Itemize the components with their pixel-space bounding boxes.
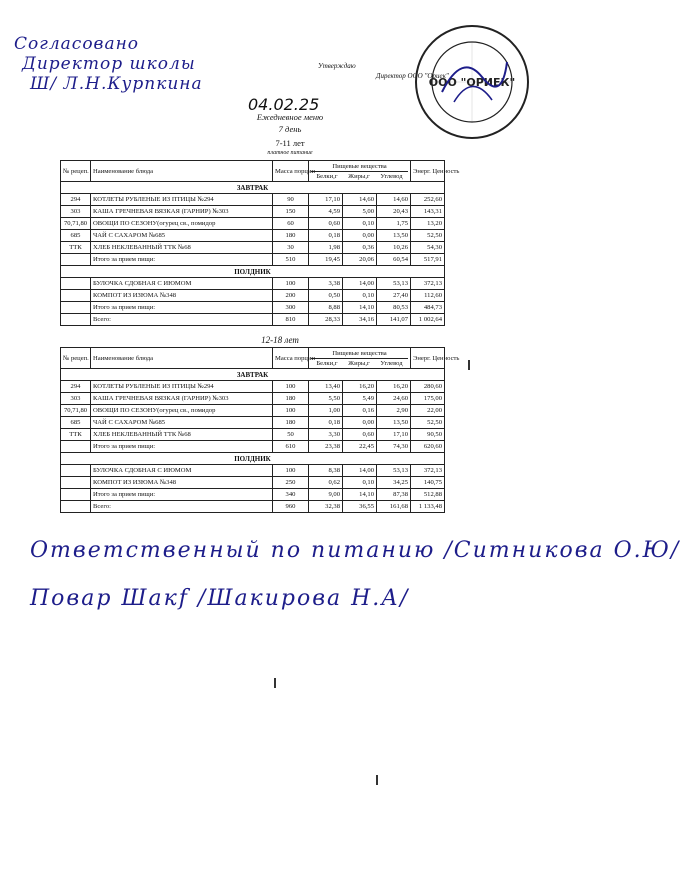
col-energy: Энерг. Ценность (411, 348, 445, 369)
dish-name: ЧАЙ С САХАРОМ №685 (91, 417, 273, 429)
dish-mass: 180 (273, 393, 309, 405)
dish-mass: 50 (273, 429, 309, 441)
dish-energy: 252,60 (411, 194, 445, 206)
dish-row (61, 230, 445, 242)
dish-protein: 1,00 (309, 405, 343, 417)
dish-row (61, 290, 445, 302)
dish-recipe (61, 477, 91, 489)
dish-recipe (61, 465, 91, 477)
dish-row (61, 278, 445, 290)
col-energy: Энерг. Ценность (411, 161, 445, 182)
total-label: Итого за прием пищи: (91, 254, 273, 266)
dish-carbs: 24,60 (377, 393, 411, 405)
dish-protein: 17,10 (309, 194, 343, 206)
grand-total-fat: 36,55 (343, 501, 377, 513)
dish-fat: 0,00 (343, 417, 377, 429)
dish-protein: 0,18 (309, 230, 343, 242)
dish-carbs: 20,43 (377, 206, 411, 218)
dish-fat: 0,10 (343, 218, 377, 230)
dish-energy: 112,60 (411, 290, 445, 302)
dish-recipe: 303 (61, 393, 91, 405)
dish-row (61, 393, 445, 405)
grand-total-energy: 1 133,48 (411, 501, 445, 513)
dish-recipe: 70,71,80 (61, 405, 91, 417)
dish-recipe: 303 (61, 206, 91, 218)
dish-mass: 60 (273, 218, 309, 230)
dish-protein: 3,38 (309, 278, 343, 290)
dish-fat: 0,10 (343, 477, 377, 489)
dish-carbs: 13,50 (377, 230, 411, 242)
dish-recipe: 685 (61, 230, 91, 242)
cook-signature: Повар Шакf /Шакирова Н.А/ (30, 586, 410, 611)
approval-line-3: Ш/ Л.Н.Курпкина (30, 74, 203, 94)
col-fat: Жиры,г (348, 359, 370, 367)
grand-total-protein: 32,38 (309, 501, 343, 513)
dish-energy: 372,13 (411, 465, 445, 477)
scan-mark (376, 775, 378, 785)
dish-mass: 100 (273, 381, 309, 393)
scan-mark (274, 678, 276, 688)
dish-protein: 0,50 (309, 290, 343, 302)
dish-carbs: 53,13 (377, 465, 411, 477)
menu-table-7-11 (60, 160, 460, 326)
dish-name: КОМПОТ ИЗ ИЗЮМА №348 (91, 477, 273, 489)
dish-protein: 13,40 (309, 381, 343, 393)
meal-type: платное питание (267, 150, 313, 156)
dish-carbs: 2,90 (377, 405, 411, 417)
breakfast-total-row (61, 254, 445, 266)
dish-recipe: 70,71,80 (61, 218, 91, 230)
dish-protein: 4,59 (309, 206, 343, 218)
col-nutrients-label: Пищевые вещества (311, 349, 408, 359)
dish-fat: 0,00 (343, 230, 377, 242)
dish-fat: 5,00 (343, 206, 377, 218)
dish-mass: 100 (273, 405, 309, 417)
dish-mass: 180 (273, 230, 309, 242)
age-group-2: 12-18 лет (261, 335, 299, 345)
dish-carbs: 17,10 (377, 429, 411, 441)
total-protein: 9,00 (309, 489, 343, 501)
director-label: Директор ООО "Ориек" (376, 72, 449, 80)
grand-total-mass: 960 (273, 501, 309, 513)
dish-recipe: 294 (61, 194, 91, 206)
company-stamp (412, 22, 532, 142)
dish-row (61, 405, 445, 417)
snack-total-row (61, 302, 445, 314)
col-fat: Жиры,г (348, 172, 370, 180)
dish-protein: 0,60 (309, 218, 343, 230)
dish-row (61, 429, 445, 441)
dish-energy: 54,30 (411, 242, 445, 254)
dish-mass: 90 (273, 194, 309, 206)
dish-fat: 0,60 (343, 429, 377, 441)
dish-name: КОТЛЕТЫ РУБЛЕНЫЕ ИЗ ПТИЦЫ №294 (91, 194, 273, 206)
total-carbs: 80,53 (377, 302, 411, 314)
dish-name: ОВОЩИ ПО СЕЗОНУ(огурец св., помидор (91, 218, 273, 230)
dish-name: ЧАЙ С САХАРОМ №685 (91, 230, 273, 242)
dish-row (61, 218, 445, 230)
dish-protein: 8,38 (309, 465, 343, 477)
total-energy: 620,60 (411, 441, 445, 453)
dish-energy: 52,50 (411, 230, 445, 242)
total-carbs: 87,38 (377, 489, 411, 501)
menu-day: 7 день (278, 124, 302, 134)
total-protein: 23,38 (309, 441, 343, 453)
dish-name: ХЛЕБ НЕКЛЕВАННЫЙ ТТК №68 (91, 429, 273, 441)
col-dish: Наименование блюда (91, 348, 273, 369)
responsible-signature: Ответственный по питанию /Ситникова О.Ю/ (30, 538, 680, 563)
dish-fat: 0,10 (343, 290, 377, 302)
dish-name: КАША ГРЕЧНЕВАЯ ВЯЗКАЯ (ГАРНИР) №303 (91, 393, 273, 405)
dish-name: ОВОЩИ ПО СЕЗОНУ(огурец св., помидор (91, 405, 273, 417)
dish-recipe: ТТК (61, 429, 91, 441)
dish-row (61, 206, 445, 218)
dish-row (61, 477, 445, 489)
grand-total-energy: 1 002,64 (411, 314, 445, 326)
approved-label: Утверждаю (318, 62, 356, 70)
dish-mass: 180 (273, 417, 309, 429)
total-fat: 22,45 (343, 441, 377, 453)
section-snack: ПОЛДНИК (61, 266, 445, 278)
total-label: Итого за прием пищи: (91, 302, 273, 314)
col-carbs: Углевод (380, 359, 403, 367)
total-mass: 300 (273, 302, 309, 314)
dish-name: КОТЛЕТЫ РУБЛЕНЫЕ ИЗ ПТИЦЫ №294 (91, 381, 273, 393)
age-group-1: 7-11 лет (275, 138, 305, 148)
scan-mark (468, 360, 470, 370)
total-energy: 512,88 (411, 489, 445, 501)
dish-carbs: 34,25 (377, 477, 411, 489)
dish-recipe: 685 (61, 417, 91, 429)
dish-fat: 14,00 (343, 278, 377, 290)
total-protein: 8,88 (309, 302, 343, 314)
col-recipe: № рецеп. (61, 161, 91, 182)
dish-mass: 100 (273, 465, 309, 477)
dish-protein: 0,62 (309, 477, 343, 489)
col-mass: Масса порции (273, 348, 309, 369)
dish-mass: 100 (273, 278, 309, 290)
dish-name: КОМПОТ ИЗ ИЗЮМА №348 (91, 290, 273, 302)
col-mass: Масса порции (273, 161, 309, 182)
grand-total-row (61, 501, 445, 513)
dish-energy: 52,50 (411, 417, 445, 429)
dish-fat: 14,00 (343, 465, 377, 477)
dish-recipe (61, 290, 91, 302)
col-nutrients (309, 161, 411, 182)
col-nutrients-label: Пищевые вещества (311, 162, 408, 172)
dish-row (61, 417, 445, 429)
dish-carbs: 10,26 (377, 242, 411, 254)
grand-total-label: Всего: (91, 501, 273, 513)
dish-name: ХЛЕБ НЕКЛЕВАННЫЙ ТТК №68 (91, 242, 273, 254)
dish-protein: 3,30 (309, 429, 343, 441)
grand-total-fat: 34,16 (343, 314, 377, 326)
dish-energy: 22,00 (411, 405, 445, 417)
total-energy: 484,73 (411, 302, 445, 314)
grand-total-carbs: 141,07 (377, 314, 411, 326)
col-recipe: № рецеп. (61, 348, 91, 369)
col-nutrients (309, 348, 411, 369)
total-mass: 510 (273, 254, 309, 266)
dish-mass: 150 (273, 206, 309, 218)
total-label: Итого за прием пищи: (91, 489, 273, 501)
dish-energy: 90,50 (411, 429, 445, 441)
dish-protein: 0,18 (309, 417, 343, 429)
menu-title: Ежедневное меню (256, 112, 324, 122)
total-fat: 14,10 (343, 489, 377, 501)
grand-total-mass: 810 (273, 314, 309, 326)
dish-name: КАША ГРЕЧНЕВАЯ ВЯЗКАЯ (ГАРНИР) №303 (91, 206, 273, 218)
dish-name: БУЛОЧКА СДОБНАЯ С ИЮМОМ (91, 278, 273, 290)
dish-recipe: 294 (61, 381, 91, 393)
grand-total-carbs: 161,68 (377, 501, 411, 513)
dish-fat: 5,49 (343, 393, 377, 405)
dish-carbs: 14,60 (377, 194, 411, 206)
dish-fat: 0,36 (343, 242, 377, 254)
dish-mass: 30 (273, 242, 309, 254)
approval-line-2: Директор школы (22, 54, 196, 74)
dish-recipe: ТТК (61, 242, 91, 254)
col-protein: Белки,г (316, 172, 338, 180)
total-energy: 517,91 (411, 254, 445, 266)
total-protein: 19,45 (309, 254, 343, 266)
dish-row (61, 194, 445, 206)
total-fat: 20,06 (343, 254, 377, 266)
snack-total-row (61, 489, 445, 501)
section-snack: ПОЛДНИК (61, 453, 445, 465)
dish-fat: 0,16 (343, 405, 377, 417)
grand-total-label: Всего: (91, 314, 273, 326)
col-dish: Наименование блюда (91, 161, 273, 182)
dish-carbs: 53,13 (377, 278, 411, 290)
dish-row (61, 381, 445, 393)
dish-energy: 13,20 (411, 218, 445, 230)
dish-fat: 14,60 (343, 194, 377, 206)
total-label: Итого за прием пищи: (91, 441, 273, 453)
approval-line-1: Согласовано (14, 34, 140, 54)
total-mass: 340 (273, 489, 309, 501)
menu-table-12-18 (60, 347, 460, 513)
dish-row (61, 242, 445, 254)
col-protein: Белки,г (316, 359, 338, 367)
total-fat: 14,10 (343, 302, 377, 314)
dish-mass: 200 (273, 290, 309, 302)
dish-energy: 372,13 (411, 278, 445, 290)
section-breakfast: ЗАВТРАК (61, 182, 445, 194)
dish-energy: 280,60 (411, 381, 445, 393)
grand-total-row (61, 314, 445, 326)
dish-recipe (61, 278, 91, 290)
dish-carbs: 1,75 (377, 218, 411, 230)
total-mass: 610 (273, 441, 309, 453)
stamp-text: ООО "ОРИЕК" (428, 76, 516, 89)
dish-energy: 140,75 (411, 477, 445, 489)
dish-energy: 143,31 (411, 206, 445, 218)
dish-name: БУЛОЧКА СДОБНАЯ С ИЮМОМ (91, 465, 273, 477)
grand-total-protein: 28,33 (309, 314, 343, 326)
dish-protein: 5,50 (309, 393, 343, 405)
total-carbs: 74,30 (377, 441, 411, 453)
dish-carbs: 13,50 (377, 417, 411, 429)
menu-date: 04.02.25 (248, 95, 320, 114)
section-breakfast: ЗАВТРАК (61, 369, 445, 381)
col-carbs: Углевод (380, 172, 403, 180)
dish-protein: 1,98 (309, 242, 343, 254)
dish-carbs: 27,40 (377, 290, 411, 302)
dish-fat: 16,20 (343, 381, 377, 393)
dish-row (61, 465, 445, 477)
dish-mass: 250 (273, 477, 309, 489)
dish-energy: 175,00 (411, 393, 445, 405)
breakfast-total-row (61, 441, 445, 453)
total-carbs: 60,54 (377, 254, 411, 266)
dish-carbs: 16,20 (377, 381, 411, 393)
